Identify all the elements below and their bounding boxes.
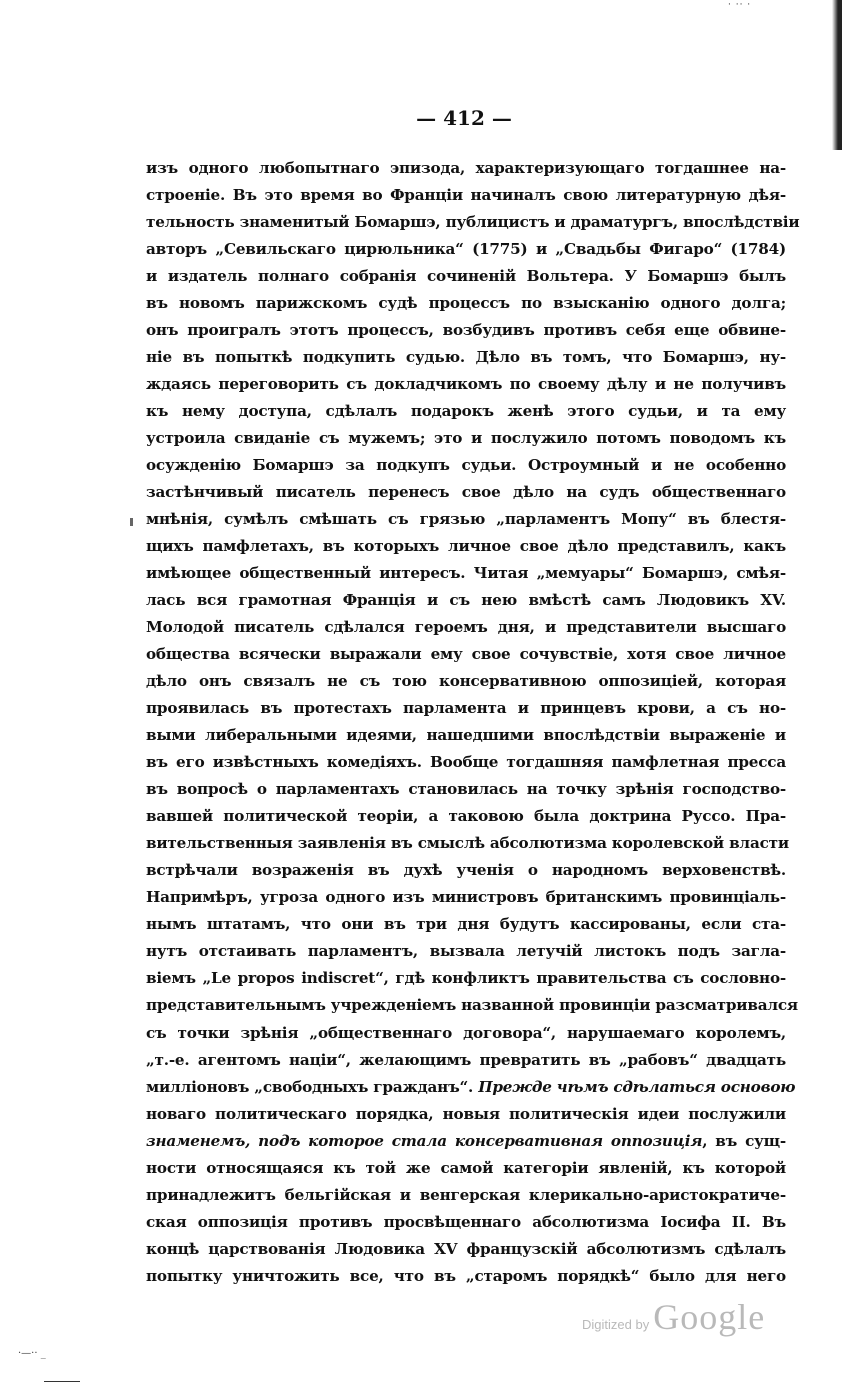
google-logo: Google	[653, 1297, 766, 1337]
text-line: віемъ „Le propos indiscret“, гдѣ конфликтъ правительства съ сословно-	[146, 969, 786, 988]
google-watermark	[582, 1296, 765, 1338]
body-text	[146, 155, 800, 1290]
text-line: вительственныя заявленія въ смыслѣ абсолютизма королевской власти	[146, 834, 789, 853]
text-run-roman: , въ сущ-	[702, 1131, 786, 1150]
text-line: къ нему доступа, сдѣлалъ подарокъ женѣ этого судьи, и та ему	[146, 402, 786, 421]
text-line: устроила свиданіе съ мужемъ; это и послужило потомъ поводомъ къ	[146, 429, 786, 448]
text-line: въ его извѣстныхъ комедіяхъ. Вообще тогдашняя памфлетная пресса	[146, 753, 786, 772]
text-line: Молодой писатель сдѣлался героемъ дня, и представители высшаго	[146, 618, 786, 637]
text-line: въ новомъ парижскомъ судѣ процессъ по взысканію одного долга;	[146, 294, 786, 313]
text-line-italic: новаго политическаго порядка, новыя политическія идеи послужили	[146, 1104, 786, 1123]
text-line: онъ проигралъ этотъ процессъ, возбудивъ противъ себя еще обвине-	[146, 321, 786, 340]
text-line: имѣющее общественный интересъ. Читая „мемуары“ Бомаршэ, смѣя-	[146, 564, 786, 583]
text-line: нымъ штатамъ, что они въ три дня будутъ кассированы, если ста-	[146, 915, 786, 934]
text-line: строеніе. Въ это время во Франціи начиналъ свою литературную дѣя-	[146, 186, 786, 205]
text-line: мнѣнія, сумѣлъ смѣшать съ грязью „парламентъ Мопу“ въ блестя-	[146, 510, 786, 529]
text-line: встрѣчали возраженія въ духѣ ученія о народномъ верховенствѣ.	[146, 861, 786, 880]
text-line: съ точки зрѣнія „общественнаго договора“, нарушаемаго королемъ,	[146, 1023, 786, 1042]
text-line: изъ одного любопытнаго эпизода, характеризующаго тогдашнее на-	[146, 159, 786, 177]
text-line: тельность знаменитый Бомаршэ, публицистъ и драматургъ, впослѣдствіи	[146, 213, 800, 232]
text-line: ніе въ попыткѣ подкупить судью. Дѣло въ томъ, что Бомаршэ, ну-	[146, 348, 786, 367]
text-line: вавшей политической теоріи, а таковою была доктрина Руссо. Пра-	[146, 807, 786, 826]
text-run-italic: Прежде чѣмъ сдѣлаться основою	[478, 1077, 796, 1096]
text-line-mixed	[146, 1074, 796, 1101]
text-line: нутъ отстаивать парламентъ, вызвала летучій листокъ подъ загла-	[146, 942, 786, 961]
text-line: принадлежитъ бельгійская и венгерская клерикально-аристократиче-	[146, 1185, 786, 1204]
watermark-prefix: Digitized by	[582, 1317, 650, 1332]
text-line: выми либеральными идеями, нашедшими впослѣдствіи выраженіе и	[146, 726, 786, 745]
text-line: ская оппозиція противъ просвѣщеннаго абсолютизма Іосифа II. Въ	[146, 1212, 786, 1231]
margin-speck	[130, 518, 133, 526]
text-line: застѣнчивый писатель перенесъ свое дѣло на судъ общественнаго	[146, 483, 786, 502]
text-line: ждаясь переговорить съ докладчикомъ по своему дѣлу и не получивъ	[146, 375, 786, 394]
text-line: въ вопросѣ о парламентахъ становилась на точку зрѣнія господство-	[146, 780, 786, 799]
text-line: попытку уничтожить все, что въ „старомъ порядкѣ“ было для него	[146, 1266, 786, 1285]
scan-speck: · ·· ·	[728, 0, 752, 10]
text-line: ности относящаяся къ той же самой категоріи явленій, къ которой	[146, 1158, 786, 1177]
text-line: концѣ царствованія Людовика XV французскій абсолютизмъ сдѣлалъ	[146, 1239, 786, 1258]
text-line: Напримѣръ, угроза одного изъ министровъ британскимъ провинціаль-	[146, 888, 786, 907]
text-line-mixed	[146, 1128, 786, 1155]
text-line: общества всячески выражали ему свое сочувствіе, хотя свое личное	[146, 645, 786, 664]
text-run-roman: милліоновъ „свободныхъ гражданъ“.	[146, 1077, 479, 1096]
text-line: и издатель полнаго собранія сочиненій Вольтера. У Бомаршэ былъ	[146, 267, 786, 286]
text-line: дѣло онъ связалъ не съ тою консервативною оппозиціей, которая	[146, 672, 786, 691]
text-line: щихъ памфлетахъ, въ которыхъ личное свое дѣло представилъ, какъ	[146, 537, 786, 556]
page-number: — 412 —	[416, 106, 512, 130]
text-line: представительнымъ учрежденіемъ названной провинціи разсматривался	[146, 996, 798, 1015]
text-line: лась вся грамотная Франція и съ нею вмѣстѣ самъ Людовикъ XV.	[146, 591, 786, 610]
text-run-italic: знаменемъ, подъ которое стала консервативная оппозиція	[146, 1131, 703, 1150]
text-line: осужденію Бомаршэ за подкупъ судьи. Остроумный и не особенно	[146, 456, 786, 475]
text-line: авторъ „Севильскаго цирюльника“ (1775) и „Свадьбы Фигаро“ (1784)	[146, 240, 786, 259]
text-line: „т.-е. агентомъ націи“, желающимъ превратить въ „рабовъ“ двадцать	[146, 1050, 786, 1069]
scan-bottom-rule	[44, 1381, 80, 1382]
text-line: проявилась въ протестахъ парламента и принцевъ крови, а съ но-	[146, 699, 786, 718]
scan-corner-mark: ·—·· _	[18, 1348, 46, 1359]
